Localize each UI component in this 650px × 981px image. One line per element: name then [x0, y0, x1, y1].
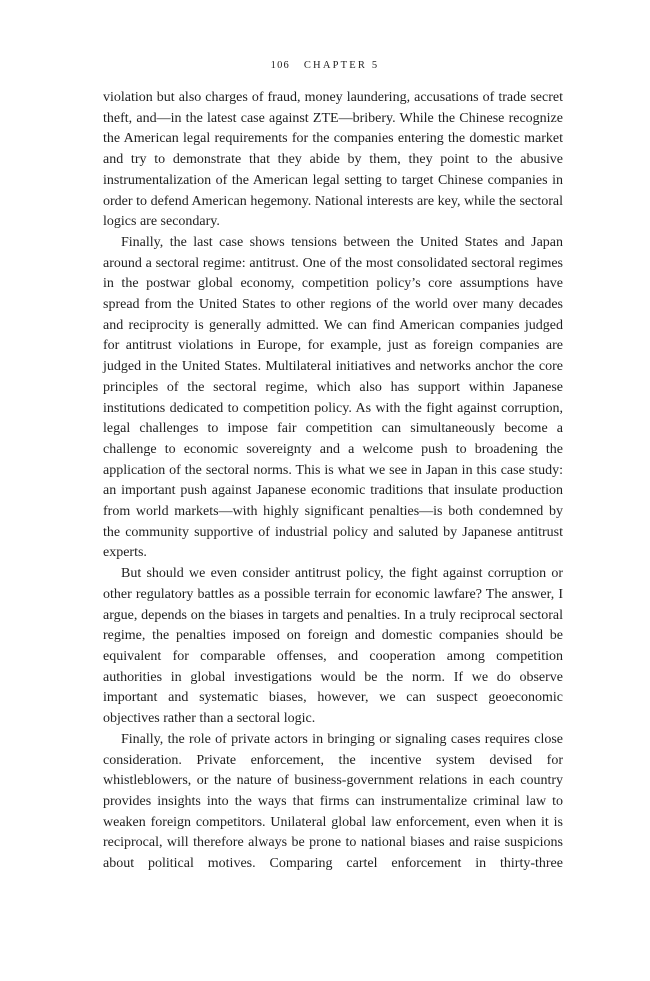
paragraph-continuation: violation but also charges of fraud, money laundering, accusations of trade secret theft, and—in the latest case against ZTE—bribery. While the Chinese recognize the American legal requirements for the companies entering the domestic market and try to demonstrate that they abide by them, they point to the abusive instrumentalization of the American legal setting to target Chinese companies in order to defend American hegemony. National interests are key, while the sectoral logics are secondary.	[103, 90, 563, 230]
chapter-label: CHAPTER 5	[303, 60, 380, 71]
running-head	[0, 60, 650, 71]
body-text	[103, 88, 563, 875]
paragraph-lawfare-question: But should we even consider antitrust policy, the fight against corruption or other regulatory battles as a possible terrain for economic lawfare? The answer, I argue, depends on the biases in targets and penalties. In a truly reciprocal sectoral regime, the penalties imposed on foreign and domestic companies should be equivalent for comparable offenses, and cooperation among competition authorities in global investigations would be the norm. If we do observe important and systematic biases, however, we can suspect geoeconomic objectives rather than a sectoral logic.	[103, 566, 563, 727]
page-number: 106	[270, 60, 290, 71]
paragraph-antitrust-case: Finally, the last case shows tensions between the United States and Japan around a sectoral regime: antitrust. One of the most consolidated sectoral regimes in the postwar global economy, competition policy’s core assumptions have spread from the United States to other regions of the world over many decades and reciprocity is generally admitted. We can find American companies judged for antitrust violations in Europe, for example, just as foreign companies are judged in the United States. Multilateral initiatives and networks anchor the core principles of the sectoral regime, which also has support within Japanese institutions dedicated to competition policy. As with the fight against corruption, legal challenges to impose fair competition can simultaneously become a challenge to economic sovereignty and a welcome push to broadening the application of the sectoral norms. This is what we see in Japan in this case study: an important push against Japanese economic traditions that insulate production from world markets—with highly significant penalties—is both condemned by the community supportive of industrial policy and saluted by Japanese antitrust experts.	[103, 234, 563, 561]
paragraph-private-actors: Finally, the role of private actors in bringing or signaling cases requires close consideration. Private enforcement, the incentive system devised for whistleblowers, or the nature of business-government relations in each country provides insights into the ways that firms can instrumentalize criminal law to weaken foreign competitors. Unilateral global law enforcement, even when it is reciprocal, will therefore always be prone to national biases and raise suspicions about political motives. Comparing cartel enforcement in thirty-three	[103, 731, 563, 872]
